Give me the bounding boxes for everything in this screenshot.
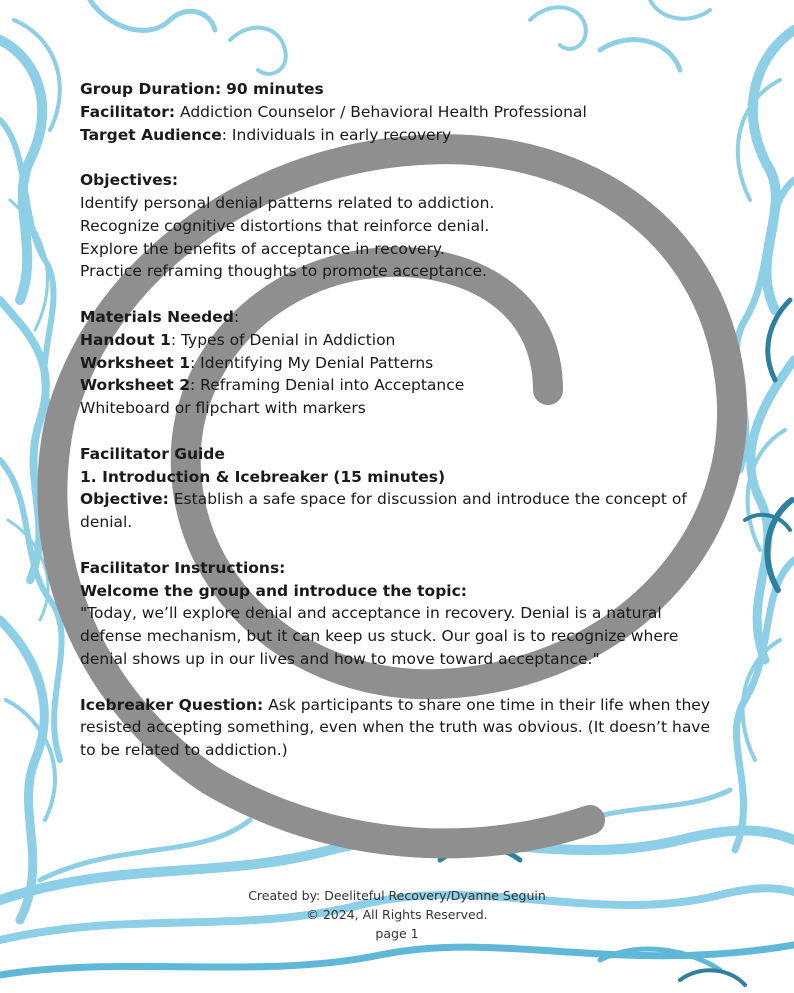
material-item: Worksheet 1: Identifying My Denial Patterns bbox=[80, 353, 434, 372]
created-by: Created by: Deeliteful Recovery/Dyanne Seguin bbox=[248, 888, 546, 903]
welcome-heading: Welcome the group and introduce the topic: bbox=[80, 581, 468, 600]
group-duration-line bbox=[80, 78, 720, 101]
objective-item: Recognize cognitive distortions that reinforce denial. bbox=[80, 216, 490, 235]
instructions-heading: Facilitator Instructions: bbox=[80, 558, 286, 577]
document-body bbox=[80, 78, 720, 762]
material-item: Handout 1: Types of Denial in Addiction bbox=[80, 330, 396, 349]
objective-item: Explore the benefits of acceptance in recovery. bbox=[80, 239, 445, 258]
copyright: © 2024, All Rights Reserved. bbox=[306, 907, 488, 922]
objective-paragraph: Objective: Establish a safe space for discussion and introduce the concept of denial. bbox=[80, 490, 687, 532]
materials-heading: Materials Needed: bbox=[80, 307, 240, 326]
facilitator-guide-heading: Facilitator Guide bbox=[80, 444, 225, 463]
page-number: page 1 bbox=[375, 926, 419, 941]
page-footer bbox=[0, 886, 794, 943]
facilitator-value: Addiction Counselor / Behavioral Health Professional bbox=[179, 102, 587, 121]
target-audience-line bbox=[80, 124, 720, 147]
top-wave-border bbox=[90, 0, 710, 74]
target-audience-label: Target Audience bbox=[80, 125, 222, 144]
icebreaker-paragraph: Icebreaker Question: Ask participants to share one time in their life when they resisted accepting something, even when the truth was obvious. (It doesn’t have to be related to addiction.) bbox=[80, 695, 711, 760]
material-item: Whiteboard or flipchart with markers bbox=[80, 399, 366, 418]
group-duration-value: 90 minutes bbox=[226, 80, 324, 98]
objectives-heading: Objectives: bbox=[80, 171, 179, 190]
welcome-quote: "Today, we’ll explore denial and acceptance in recovery. Denial is a natural defense mechanism, but it can keep us stuck. Our goal is to recognize where denial shows up in our lives and how to move toward acceptance." bbox=[80, 604, 679, 668]
material-item: Worksheet 2: Reframing Denial into Acceptance bbox=[80, 376, 465, 395]
target-audience-value: : Individuals in early recovery bbox=[221, 125, 452, 144]
section-title: 1. Introduction & Icebreaker (15 minutes) bbox=[80, 467, 446, 486]
group-duration-label: Group Duration: bbox=[80, 80, 222, 98]
objective-item: Practice reframing thoughts to promote acceptance. bbox=[80, 262, 487, 281]
facilitator-label: Facilitator: bbox=[80, 102, 176, 121]
objective-item: Identify personal denial patterns related to addiction. bbox=[80, 193, 495, 212]
facilitator-line bbox=[80, 101, 720, 124]
